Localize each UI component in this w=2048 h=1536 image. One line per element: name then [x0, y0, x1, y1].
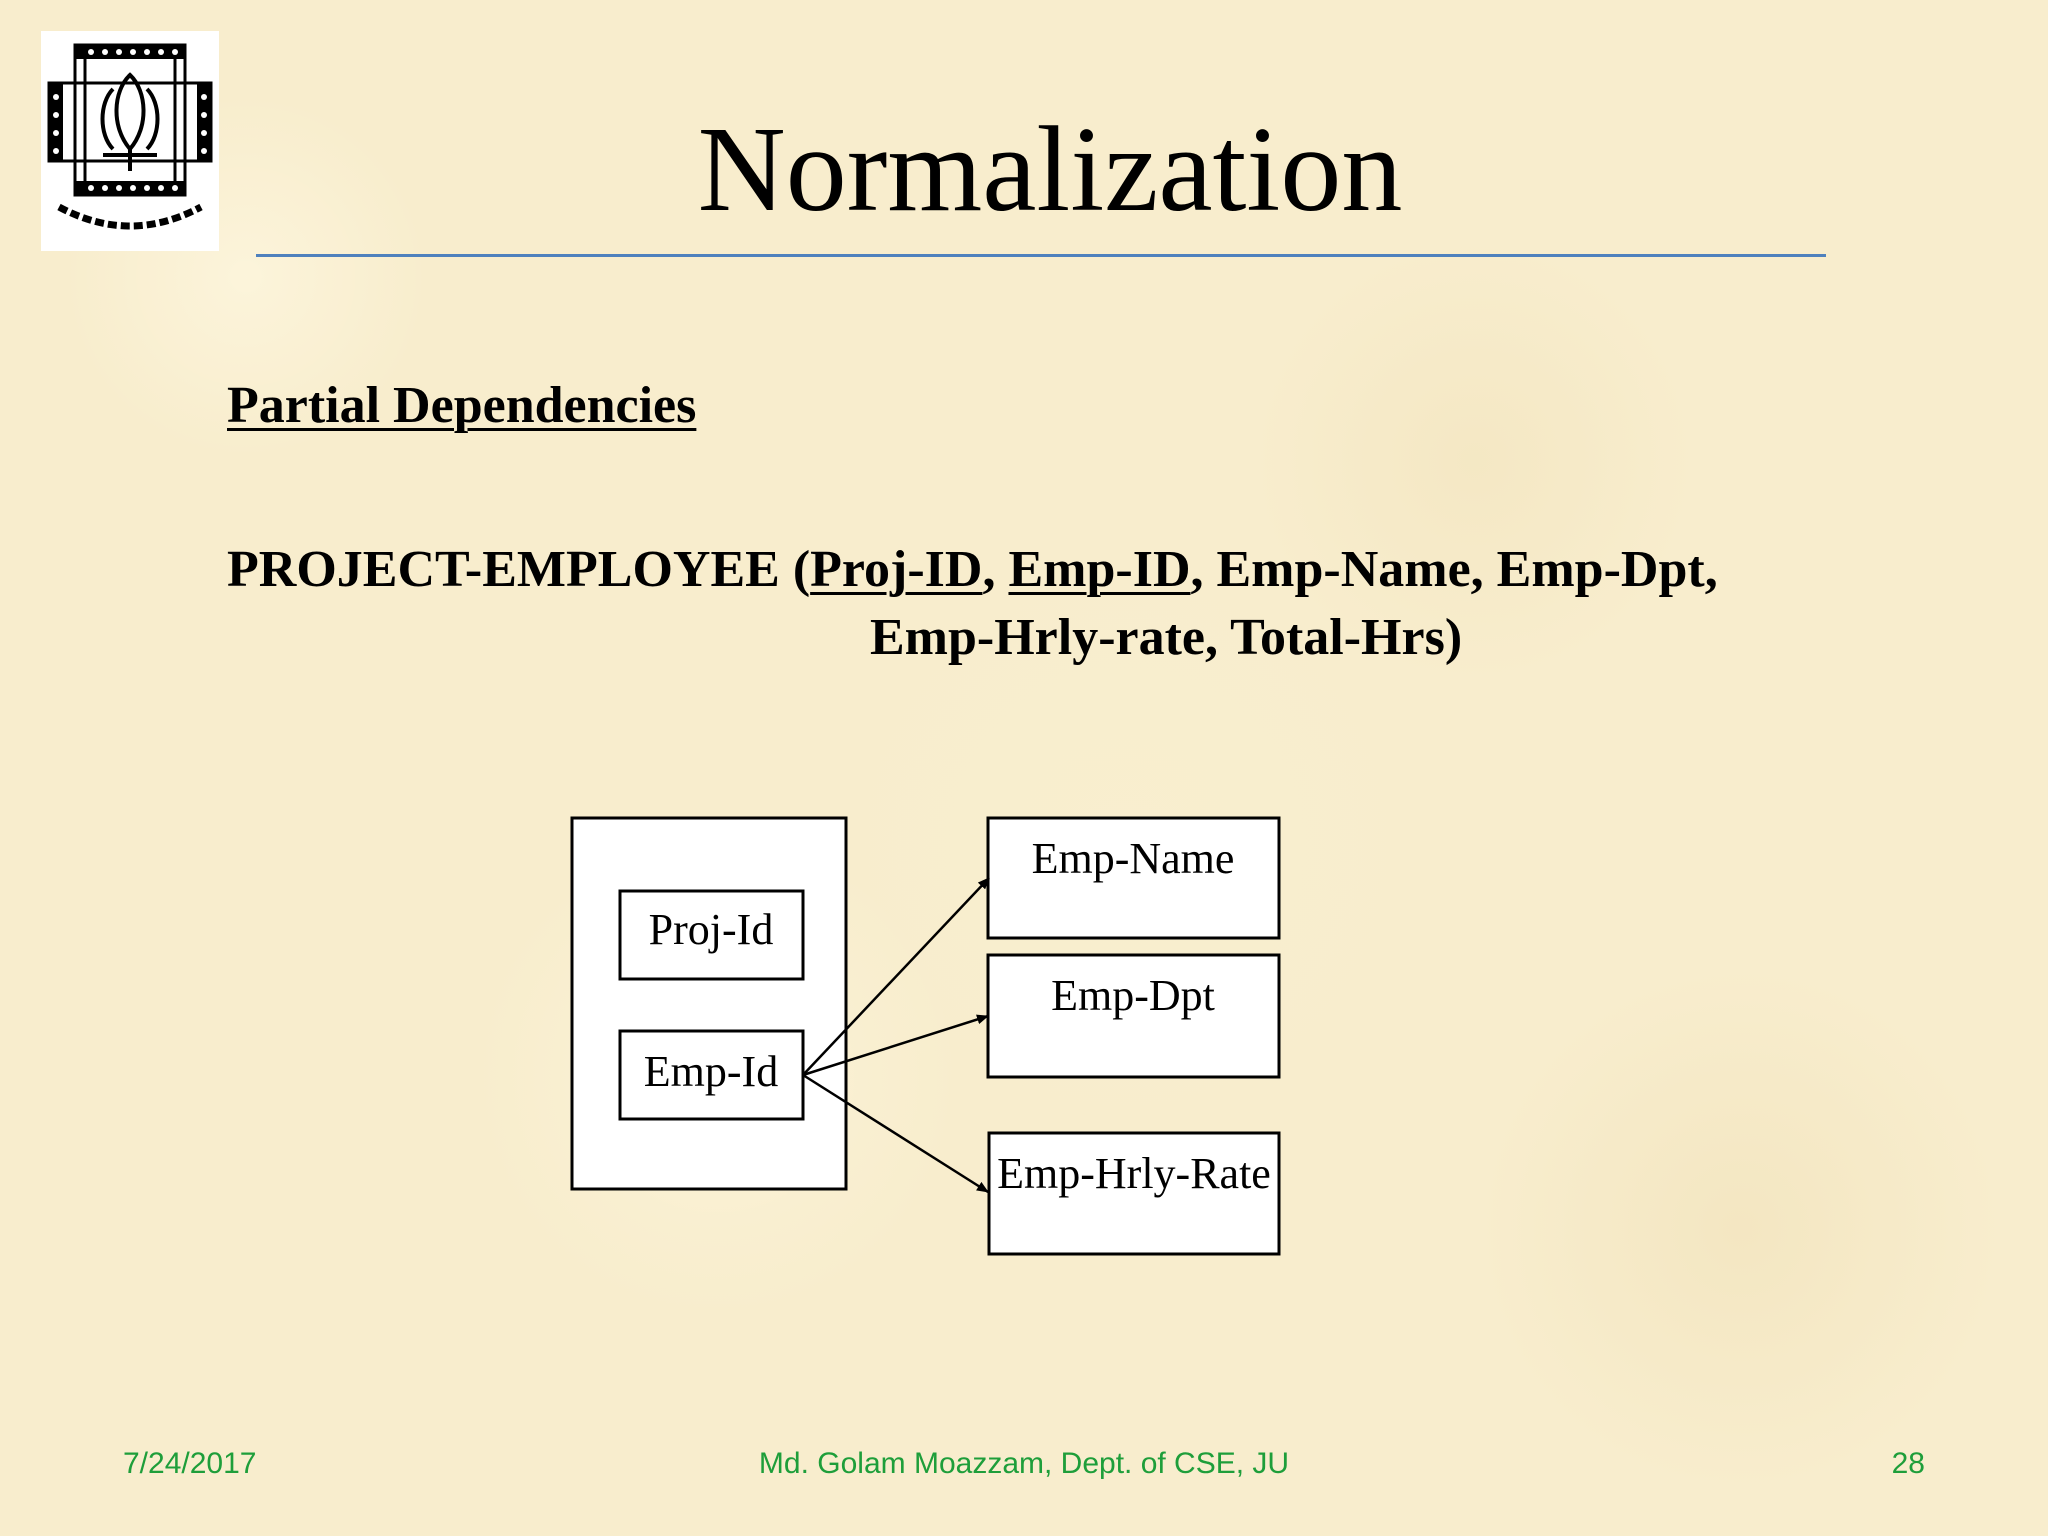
relation-separator: , — [982, 541, 1009, 598]
composite-key-box — [572, 818, 846, 1189]
relation-open-paren: ( — [779, 541, 811, 598]
primary-key-emp-id: Emp-ID — [1008, 541, 1191, 598]
proj-id-label: Proj-Id — [648, 905, 774, 954]
relation-attributes-part-1: , Emp-Name, Emp-Dpt, — [1190, 541, 1718, 598]
emp-dpt-label: Emp-Dpt — [1051, 971, 1215, 1020]
section-heading: Partial Dependencies — [227, 377, 697, 434]
relation-attributes-part-2: Emp-Hrly-rate, Total-Hrs) — [870, 609, 1463, 666]
primary-key-proj-id: Proj-ID — [810, 541, 983, 598]
footer-date: 7/24/2017 — [123, 1447, 257, 1480]
slide-number: 28 — [1891, 1447, 1925, 1480]
relation-name: PROJECT-EMPLOYEE — [227, 541, 780, 598]
footer-author: Md. Golam Moazzam, Dept. of CSE, JU — [758, 1447, 1290, 1480]
emp-id-label: Emp-Id — [643, 1047, 779, 1096]
emp-name-label: Emp-Name — [1031, 834, 1235, 883]
slide-title: Normalization — [697, 102, 1403, 237]
emp-hrly-rate-label: Emp-Hrly-Rate — [997, 1149, 1271, 1198]
